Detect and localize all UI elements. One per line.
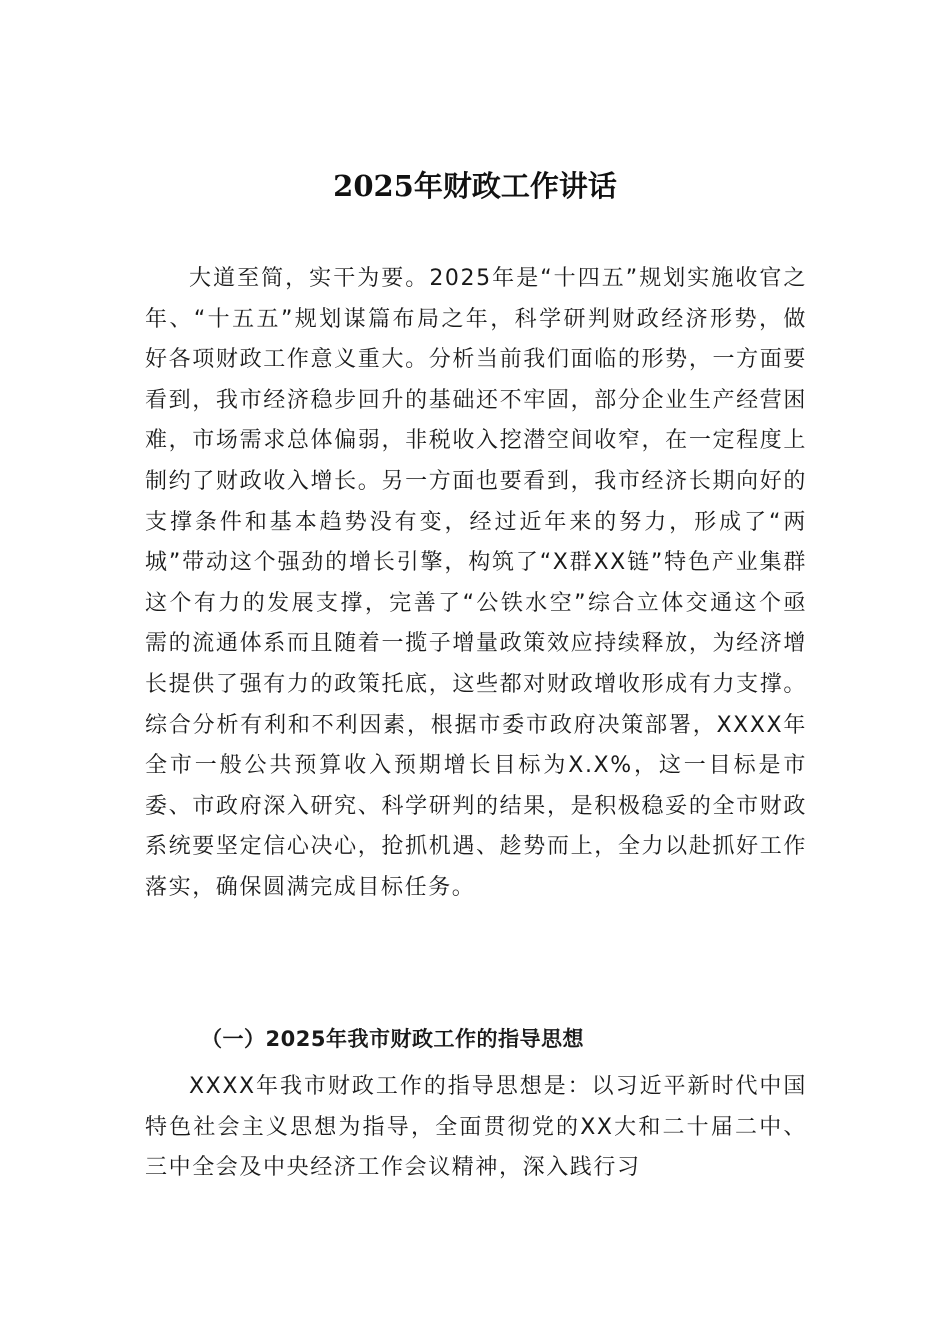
section-heading: （一）2025年我市财政工作的指导思想	[201, 1027, 584, 1051]
document-title: 2025年财政工作讲话	[333, 169, 617, 203]
guiding-thought-paragraph: XXXX年我市财政工作的指导思想是：以习近平新时代中国特色社会主义思想为指导，全面贯彻党的XX大和二十届二中、三中全会及中央经济工作会议精神，深入践行习	[145, 1074, 807, 1181]
intro-paragraph: 大道至简，实干为要。2025年是“十四五”规划实施收官之年、“十五五”规划谋篇布局之年，科学研判财政经济形势，做好各项财政工作意义重大。分析当前我们面临的形势，一方面要看到，我市经济稳步回升的基础还不牢固，部分企业生产经营困难，市场需求总体偏弱，非税收入挖潜空间收窄，在一定程度上制约了财政收入增长。另一方面也要看到，我市经济长期向好的支撑条件和基本趋势没有变，经过近年来的努力，形成了“两城”带动这个强劲的增长引擎，构筑了“X群XX链”特色产业集群这个有力的发展支撑，完善了“公铁水空”综合立体交通这个亟需的流通体系而且随着一揽子增量政策效应持续释放，为经济增长提供了强有力的政策托底，这些都对财政增收形成有力支撑。综合分析有利和不利因素，根据市委市政府决策部署，XXXX年全市一般公共预算收入预期增长目标为X.X%，这一目标是市委、市政府深入研究、科学研判的结果，是积极稳妥的全市财政系统要坚定信心决心，抢抓机遇、趁势而上，全力以赴抓好工作落实，确保圆满完成目标任务。	[145, 266, 807, 900]
